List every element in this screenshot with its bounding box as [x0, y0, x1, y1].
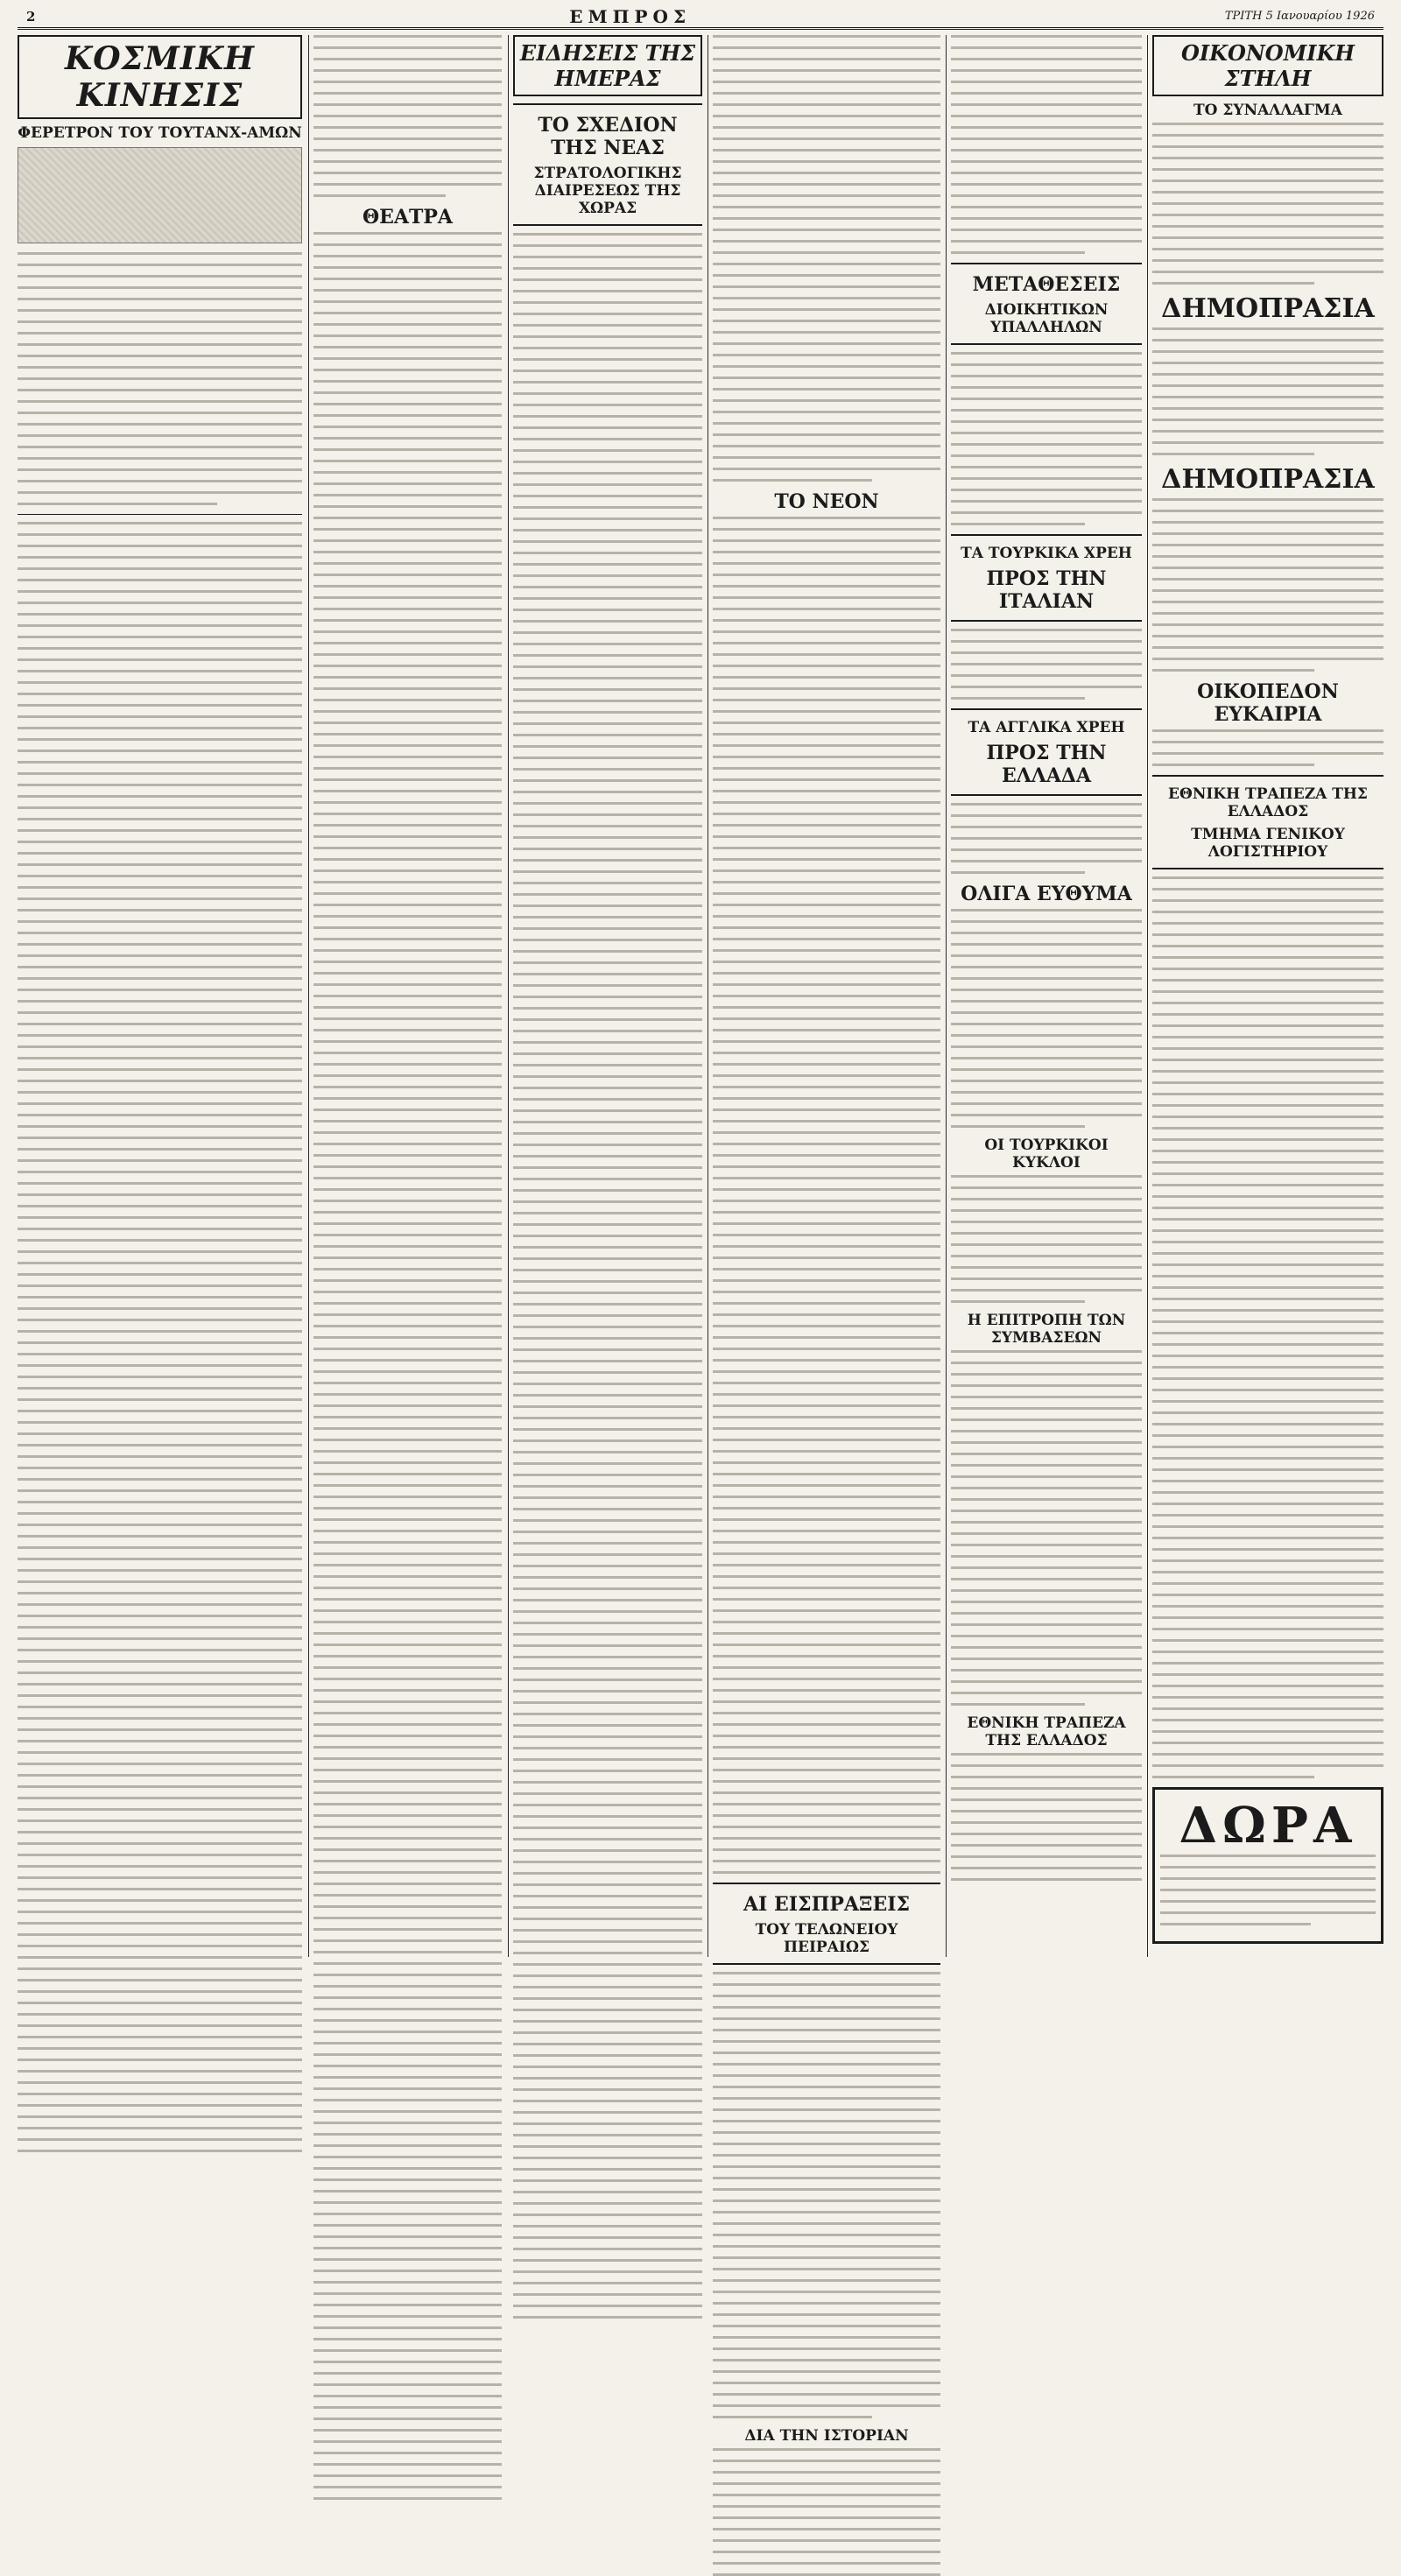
column-rule: [946, 35, 947, 1957]
section-title: ΔΗΜΟΠΡΑΣΙΑ: [1161, 293, 1375, 324]
daily-news-header: ΕΙΔΗΣΕΙΣ ΤΗΣ ΗΜΕΡΑΣ: [513, 35, 702, 96]
column-1: [18, 35, 302, 1957]
article-body: [951, 629, 1142, 700]
article-body: [713, 517, 940, 1874]
column-5: [951, 35, 1142, 1957]
economic-column-header: ΟΙΚΟΝΟΜΙΚΗ ΣΤΗΛΗ: [1152, 35, 1383, 96]
newspaper-title: ΕΜΠΡΟΣ: [569, 5, 692, 27]
section-title: ΕΘΝΙΚΗ ΤΡΑΠΕΖΑ ΤΗΣ ΕΛΛΑΔΟΣ: [1168, 785, 1368, 820]
article-body: [1152, 327, 1383, 455]
section-title: ΤΑ ΤΟΥΡΚΙΚΑ ΧΡΕΗ: [961, 545, 1132, 562]
article-body: [313, 232, 502, 2500]
headline-block: [1152, 775, 1383, 869]
article-body: [513, 233, 702, 2319]
section-title: ΕΘΝΙΚΗ ΤΡΑΠΕΖΑ ΤΗΣ ΕΛΛΑΔΟΣ: [967, 1714, 1126, 1749]
section-title: ΤΟ ΣΥΝΑΛΛΑΓΜΑ: [1193, 102, 1342, 119]
illustration: [18, 147, 302, 243]
article-body: [951, 803, 1142, 874]
article-body: [1152, 498, 1383, 672]
section-subtitle: ΤΟΥ ΤΕΛΩΝΕΙΟΥ ΠΕΙΡΑΙΩΣ: [755, 1921, 898, 1956]
article-body: [951, 1350, 1142, 1706]
headline: ΣΤΡΑΤΟΛΟΓΙΚΗΣ ΔΙΑΙΡΕΣΕΩΣ ΤΗΣ ΧΩΡΑΣ: [533, 165, 682, 217]
column-3: [513, 35, 702, 1957]
headline-block: [951, 534, 1142, 622]
article-title: ΦΕΡΕΤΡΟΝ ΤΟΥ ΤΟΥΤΑΝΧ-ΑΜΩΝ: [18, 124, 302, 142]
section-title: ΟΙΚΟΠΕΔΟΝ ΕΥΚΑΙΡΙΑ: [1197, 680, 1339, 726]
headline-block: [951, 708, 1142, 796]
section-subtitle: ΠΡΟΣ ΤΗΝ ΙΤΑΛΙΑΝ: [986, 567, 1107, 613]
headline: ΤΟ ΣΧΕΔΙΟΝ ΤΗΣ ΝΕΑΣ: [538, 114, 678, 159]
article-body: [951, 352, 1142, 525]
lead-headline: [513, 103, 702, 226]
section-subtitle: ΤΜΗΜΑ ΓΕΝΙΚΟΥ ΛΟΓΙΣΤΗΡΙΟΥ: [1191, 826, 1345, 861]
section-title: ΘΕΑΤΡΑ: [363, 206, 453, 229]
column-2: [313, 35, 502, 1957]
section-title: ΔΗΜΟΠΡΑΣΙΑ: [1161, 464, 1375, 495]
article-body: [713, 1972, 940, 2418]
section-subtitle: ΔΙΟΙΚΗΤΙΚΩΝ ΥΠΑΛΛΗΛΩΝ: [984, 301, 1109, 336]
article-body: [951, 909, 1142, 1128]
headline-block: [951, 263, 1142, 345]
article-body: [951, 35, 1142, 254]
article-body: [313, 35, 502, 197]
column-4: [713, 35, 940, 2445]
article-body: [713, 35, 940, 482]
section-subtitle: ΠΡΟΣ ΤΗΝ ΕΛΛΑΔΑ: [986, 742, 1107, 787]
section-title: ΟΙ ΤΟΥΡΚΙΚΟΙ ΚΥΚΛΟΙ: [984, 1137, 1109, 1172]
issue-date: ΤΡΙΤΗ 5 Ιανουαρίου 1926: [1224, 10, 1375, 23]
column-rule: [308, 35, 309, 1957]
headline-block: [713, 1883, 940, 1965]
article-body: [1152, 729, 1383, 766]
section-title: ΔΙΑ ΤΗΝ ΙΣΤΟΡΙΑΝ: [744, 2427, 909, 2445]
article-body: [713, 2448, 940, 2576]
divider: [18, 514, 302, 515]
column-6: [1152, 35, 1383, 1957]
section-title: Η ΕΠΙΤΡΟΠΗ ΤΩΝ ΣΥΜΒΑΣΕΩΝ: [967, 1312, 1126, 1347]
social-news-header: ΚΟΣΜΙΚΗ ΚΙΝΗΣΙΣ: [18, 35, 302, 119]
article-body: [18, 252, 302, 505]
section-title: ΟΛΙΓΑ ΕΥΘΥΜΑ: [961, 883, 1132, 905]
advertisement-body: [1160, 1855, 1376, 1925]
page-number: 2: [26, 8, 36, 25]
section-title: ΤΟ ΝΕΟΝ: [774, 490, 879, 513]
article-body: [18, 522, 302, 2152]
article-body: [1152, 876, 1383, 1778]
masthead: [18, 5, 1383, 30]
advertisement-title: ΔΩΡΑ: [1179, 1797, 1357, 1855]
column-rule: [1147, 35, 1148, 1957]
section-title: ΑΙ ΕΙΣΠΡΑΞΕΙΣ: [743, 1893, 911, 1916]
column-rule: [508, 35, 509, 1957]
article-body: [951, 1175, 1142, 1303]
article-body: [1152, 123, 1383, 285]
section-title: ΜΕΤΑΘΕΣΕΙΣ: [972, 273, 1121, 296]
article-body: [951, 1753, 1142, 1881]
section-title: ΤΑ ΑΓΓΛΙΚΑ ΧΡΕΗ: [968, 719, 1125, 736]
advertisement: [1152, 1787, 1383, 1944]
